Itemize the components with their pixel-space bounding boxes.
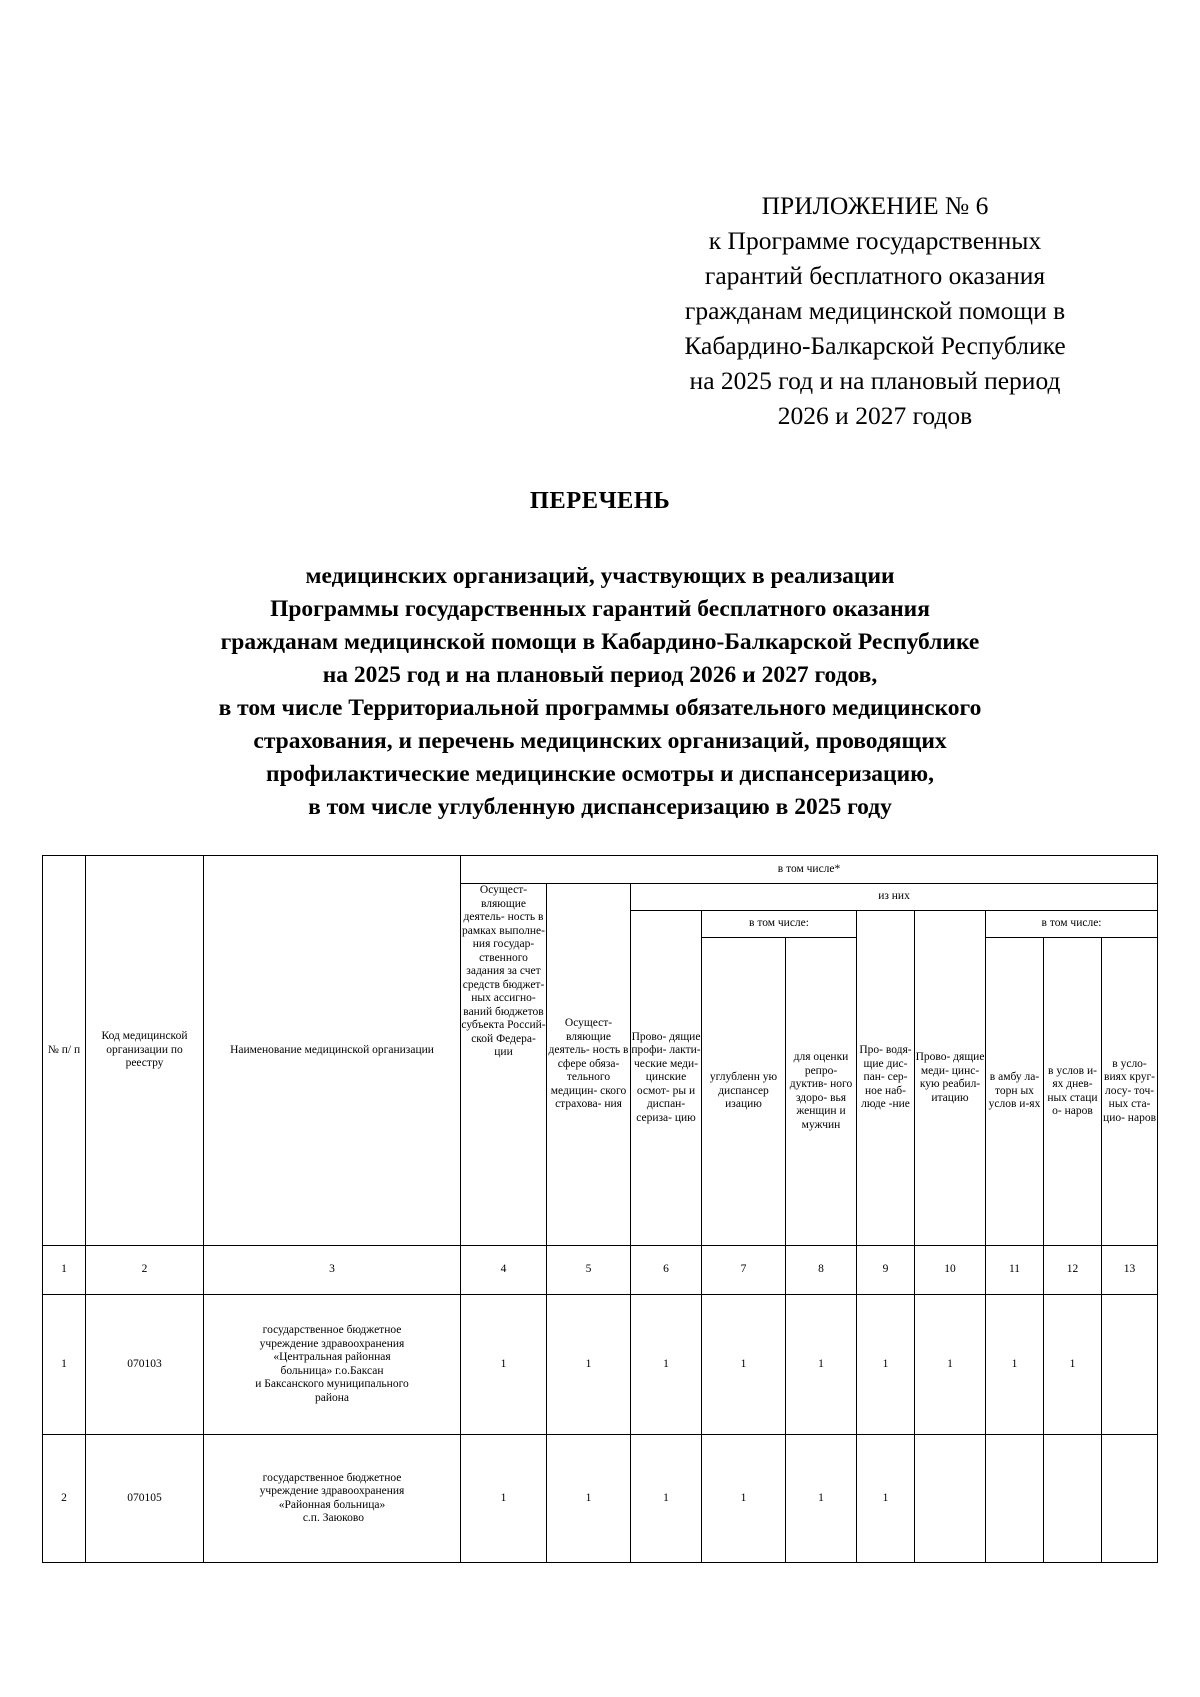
cell-col13 — [1102, 1435, 1158, 1563]
appendix-line: ПРИЛОЖЕНИЕ № 6 — [761, 191, 989, 220]
table-row — [43, 1435, 1158, 1563]
row-number: 1 — [43, 1295, 86, 1435]
header-rehabilitation: Прово- дящие меди- цинс- кую реабил- итацию — [915, 911, 986, 1246]
cell-col9: 1 — [857, 1435, 915, 1563]
org-name-line: учреждение здравоохранения — [259, 1337, 405, 1350]
subtitle-line: гражданам медицинской помощи в Кабардино-Балкарской Республике — [220, 629, 980, 655]
header-oms: Осущест- вляющие деятель- ность в сфере обяза- тельного медицин- ского страхова- ния — [547, 884, 631, 1246]
header-org-code: Код медицинской организации по реестру — [86, 856, 204, 1246]
column-number: 7 — [702, 1246, 786, 1295]
cell-col11 — [986, 1435, 1044, 1563]
subtitle-line: на 2025 год и на плановый период 2026 и 2027 годов, — [322, 662, 878, 688]
header-row-number: № п/ п — [43, 856, 86, 1246]
cell-col6: 1 — [631, 1295, 702, 1435]
subtitle-line: страхования, и перечень медицинских организаций, проводящих — [253, 728, 947, 754]
appendix-line: на 2025 год и на плановый период — [689, 366, 1061, 395]
column-number: 12 — [1044, 1246, 1102, 1295]
column-number: 2 — [86, 1246, 204, 1295]
org-name — [204, 1435, 461, 1563]
header-org-name: Наименование медицинской организации — [204, 856, 461, 1246]
appendix-line: гражданам медицинской помощи в — [684, 296, 1066, 325]
header-reproductive-health: для оценки репро- дуктив- ного здоро- вья женщин и мужчин — [786, 938, 857, 1246]
header-round-clock-hospital: в усло- виях круг- лосу- точ- ных ста- цио- наров — [1102, 938, 1158, 1246]
cell-col10: 1 — [915, 1295, 986, 1435]
column-number: 11 — [986, 1246, 1044, 1295]
org-name-line: «Центральная районная — [273, 1351, 391, 1363]
column-numbers-row — [43, 1246, 1158, 1295]
appendix-line: гарантий бесплатного оказания — [704, 261, 1046, 290]
org-name-line: учреждение здравоохранения — [259, 1485, 405, 1497]
header-prophylactic-exams: Прово- дящие профи- лакти- ческие меди- цинские осмот- ры и диспан- сериза- цию — [631, 911, 702, 1246]
org-name-line: и Баксанского муниципального — [255, 1378, 409, 1390]
cell-col4: 1 — [461, 1435, 547, 1563]
column-number: 3 — [204, 1246, 461, 1295]
subtitle-line: Программы государственных гарантий бесплатного оказания — [270, 596, 930, 622]
org-name-line: с.п. Заюково — [299, 1512, 365, 1524]
subtitle-line: медицинских организаций, участвующих в реализации — [305, 563, 895, 589]
org-code: 070105 — [86, 1435, 204, 1563]
header-group-of-them: из них — [631, 884, 1158, 911]
cell-col12: 1 — [1044, 1295, 1102, 1435]
document-title: ПЕРЕЧЕНЬ — [529, 487, 671, 514]
org-code: 070103 — [86, 1295, 204, 1435]
cell-col8: 1 — [786, 1435, 857, 1563]
org-name-line: государственное бюджетное — [262, 1471, 402, 1484]
cell-col12 — [1044, 1435, 1102, 1563]
subtitle-line: в том числе углубленную диспансеризацию в 2025 году — [308, 794, 892, 820]
cell-col13 — [1102, 1295, 1158, 1435]
header-outpatient: в амбу ла- торн ых услов и-ях — [986, 938, 1044, 1246]
appendix-line: 2026 и 2027 годов — [777, 401, 973, 430]
appendix-block — [640, 188, 1110, 433]
subtitle-line: профилактические медицинские осмотры и диспансеризацию, — [266, 761, 934, 787]
column-number: 1 — [43, 1246, 86, 1295]
cell-col5: 1 — [547, 1295, 631, 1435]
cell-col7: 1 — [702, 1295, 786, 1435]
table-row — [43, 1295, 1158, 1435]
organizations-table — [42, 855, 1158, 1563]
header-group-including-1: в том числе: — [702, 911, 857, 938]
row-number: 2 — [43, 1435, 86, 1563]
cell-col5: 1 — [547, 1435, 631, 1563]
column-number: 6 — [631, 1246, 702, 1295]
org-name-line: «Районная больница» — [278, 1498, 386, 1511]
appendix-line: Кабардино-Балкарской Республике — [684, 331, 1066, 360]
subtitle-line: в том числе Территориальной программы обязательного медицинского — [218, 695, 982, 721]
header-dispensary-observation: Про- водя- щие дис- пан- сер- ное наб- людe -ние — [857, 911, 915, 1246]
column-number: 8 — [786, 1246, 857, 1295]
cell-col6: 1 — [631, 1435, 702, 1563]
appendix-line: к Программе государственных — [708, 226, 1042, 255]
cell-col4: 1 — [461, 1295, 547, 1435]
cell-col10 — [915, 1435, 986, 1563]
cell-col7: 1 — [702, 1435, 786, 1563]
header-day-hospital: в услов и-ях днев- ных стаци о- наров — [1044, 938, 1102, 1246]
org-name-line: государственное бюджетное — [262, 1324, 402, 1336]
column-number: 9 — [857, 1246, 915, 1295]
org-name-line: района — [314, 1391, 350, 1404]
document-subtitle — [0, 560, 1200, 824]
cell-col9: 1 — [857, 1295, 915, 1435]
column-number: 13 — [1102, 1246, 1158, 1295]
column-number: 4 — [461, 1246, 547, 1295]
column-number: 10 — [915, 1246, 986, 1295]
org-name-line: больница» г.о.Баксан — [280, 1364, 384, 1377]
org-name — [204, 1295, 461, 1435]
header-group-including-2: в том числе: — [986, 911, 1158, 938]
header-group-including: в том числе* — [461, 856, 1158, 884]
header-in-depth-dispensary: углубленн ую диспансер изацию — [702, 938, 786, 1246]
column-number: 5 — [547, 1246, 631, 1295]
cell-col8: 1 — [786, 1295, 857, 1435]
header-state-budget: Осущест- вляющие деятель- ность в рамках выполне- ния государ- ственного задания за счет средств бюджет- ных ассигно- ваний бюджетов субъекта Россий- ской Федера- ции — [461, 884, 547, 1246]
cell-col11: 1 — [986, 1295, 1044, 1435]
